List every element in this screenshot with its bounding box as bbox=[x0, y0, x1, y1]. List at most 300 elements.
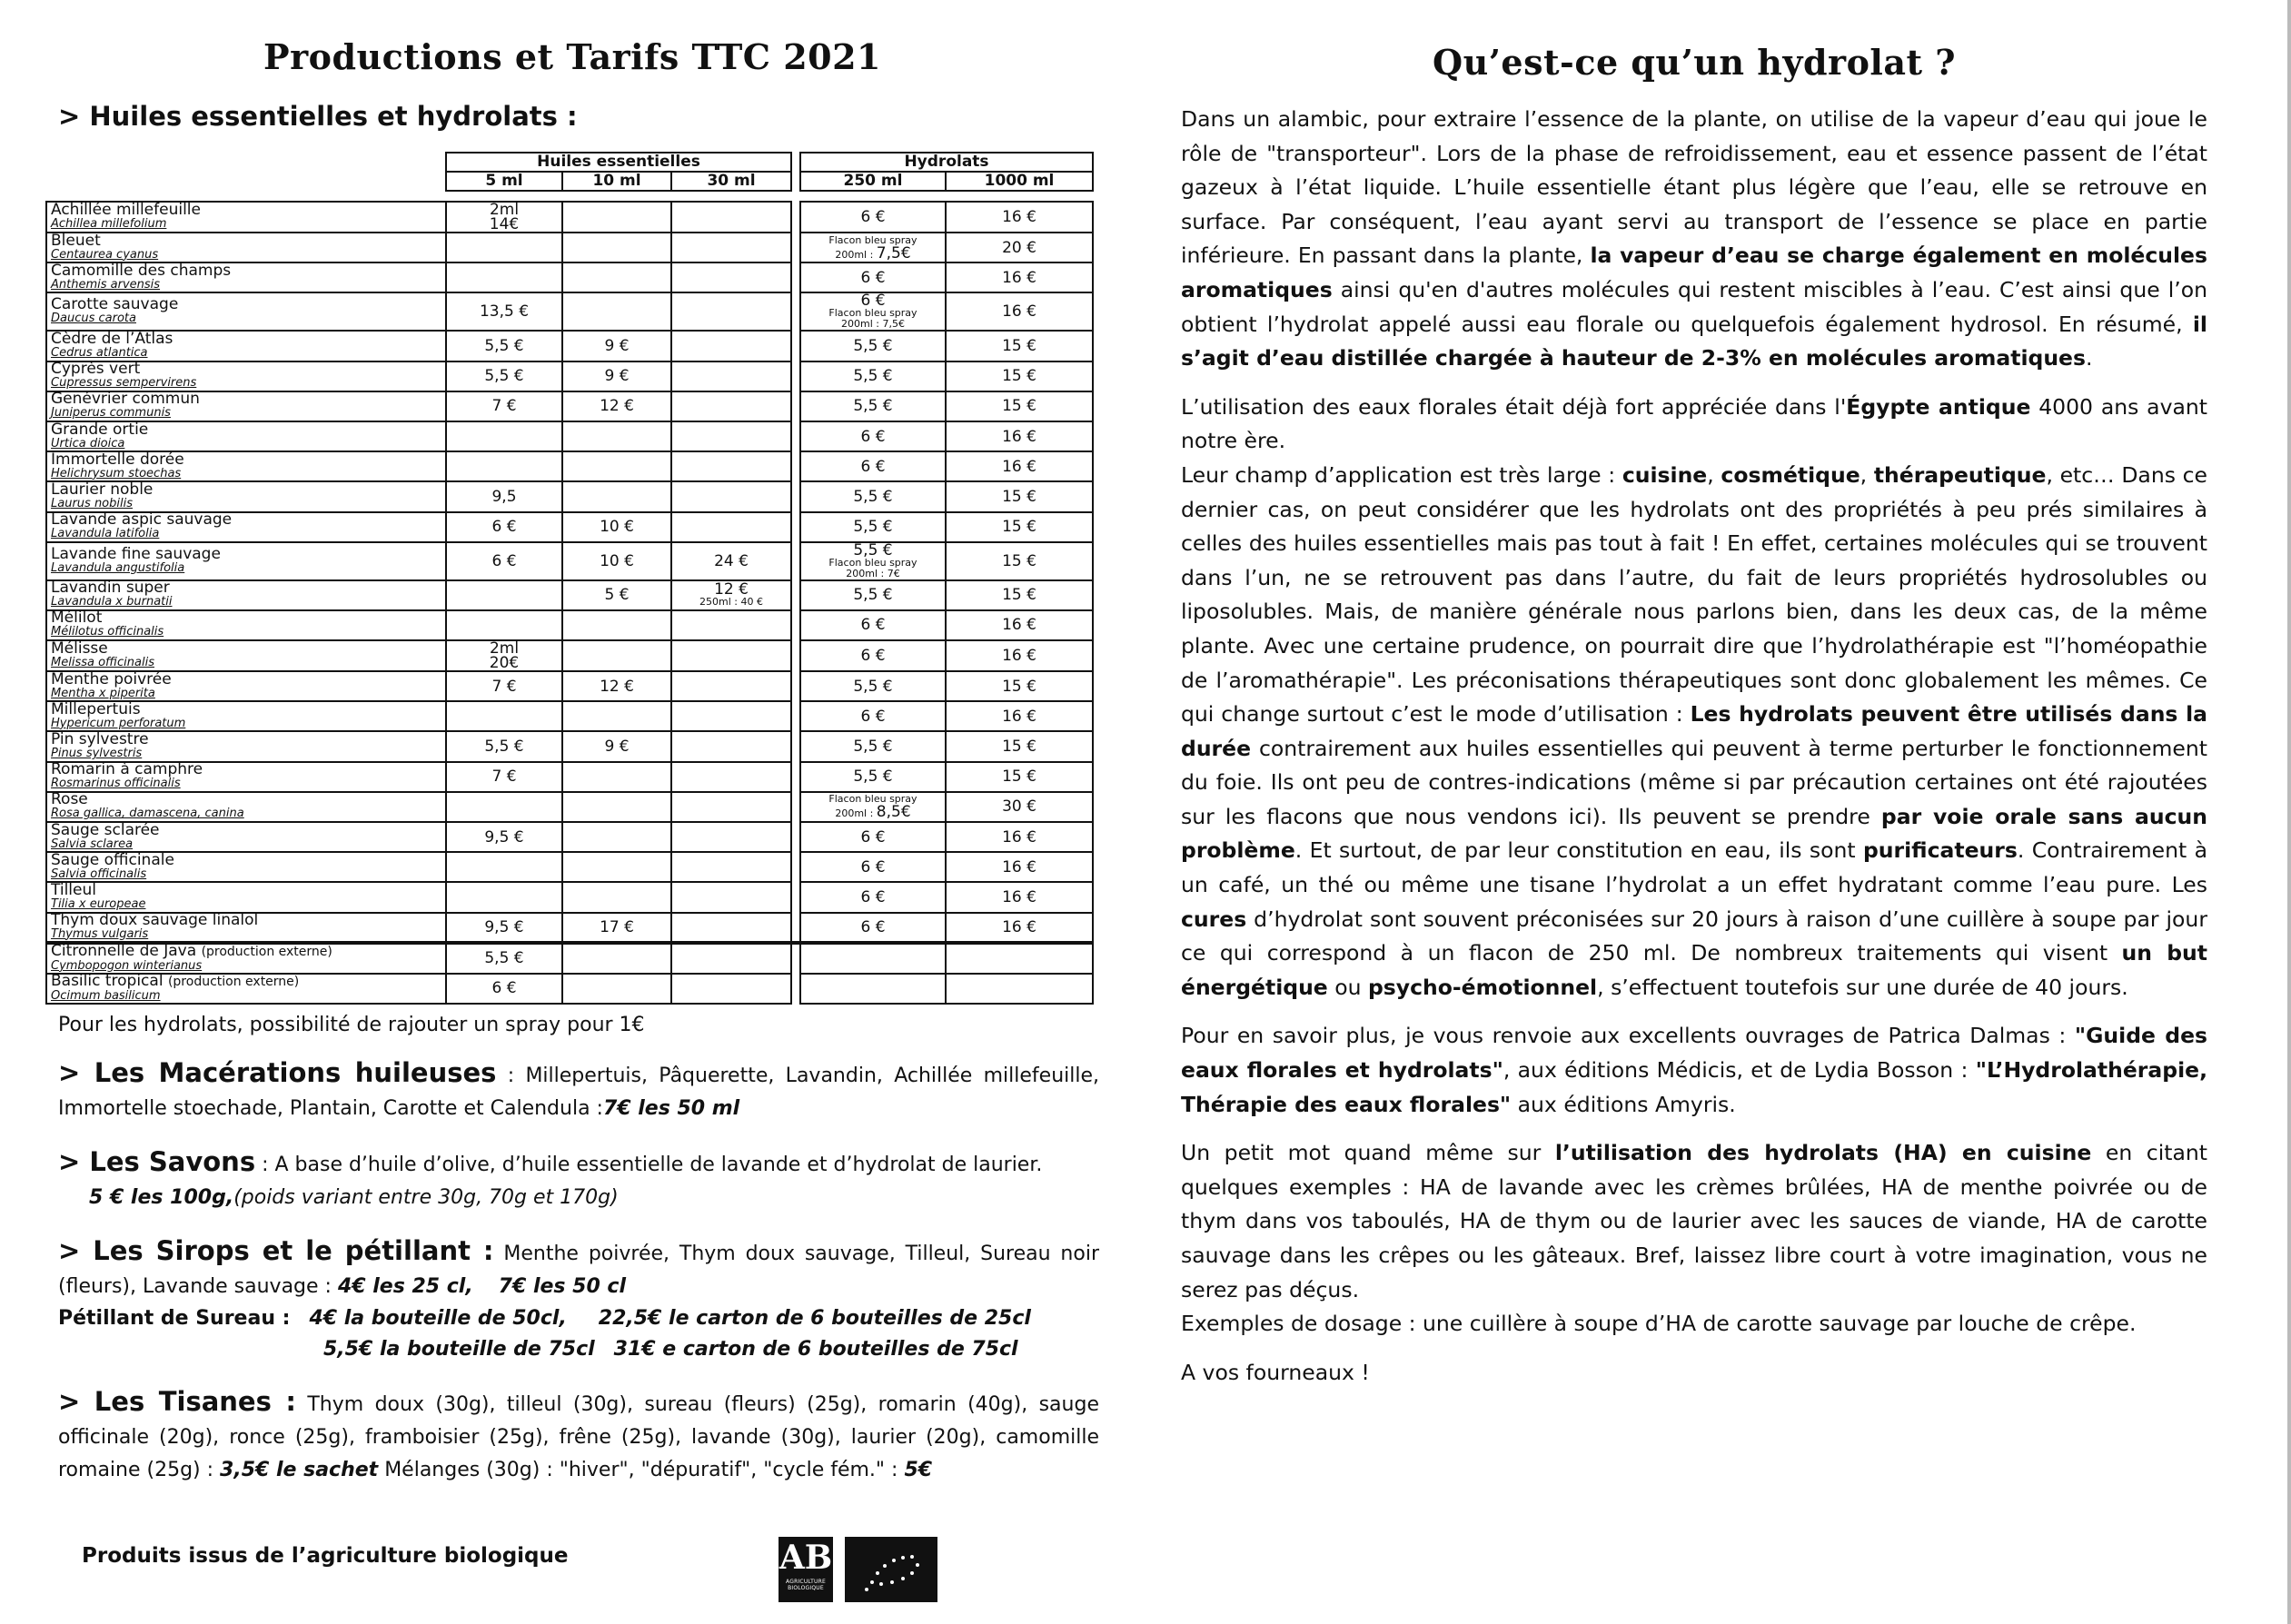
price: 15 € bbox=[1002, 518, 1036, 537]
column-gap bbox=[791, 451, 800, 481]
text: Dans un alambic, pour extraire l’essence de la plante, on utilise de la vapeur d’eau qui joue le rôle de "transporteur". Lors de la phase de refroidissement, eau et essence passent de l’état gazeux à l’état liquide. L’huile essentielle étant plus légère que l’eau, elle se retrouve en surface. Par conséquent, l’eau ayant servi au transport de l’essence se place en partie inférieure. En passant dans la plante, bbox=[1181, 106, 2207, 269]
price: 6 € bbox=[860, 457, 886, 476]
table-row bbox=[46, 913, 1093, 943]
text: , bbox=[1860, 461, 1874, 488]
oil-price-cell bbox=[562, 361, 671, 391]
tisanes-text: Thym doux (30g), tilleul (30g), sureau (fleurs) (25g), romarin (40g), sauge officinale (20g), ronce (25g), framboisier (25g), frêne (25g), lavande (30g), laurier (20g), camomille romaine (25g) : bbox=[58, 1392, 1099, 1481]
hydrolat-price-cell bbox=[946, 640, 1093, 671]
hydrolat-price-cell bbox=[800, 361, 946, 391]
column-gap bbox=[791, 233, 800, 262]
table-row bbox=[46, 640, 1093, 671]
left-page bbox=[45, 36, 1099, 1487]
hydrolat-price-cell bbox=[800, 391, 946, 421]
bold-text: cosmétique bbox=[1721, 461, 1860, 488]
latin-name: Ocimum basilicum bbox=[51, 988, 161, 1003]
product-name-cell bbox=[46, 292, 446, 331]
table-row bbox=[46, 262, 1093, 292]
latin-name: Achillea millefolium bbox=[51, 217, 167, 231]
product-name-cell bbox=[46, 233, 446, 262]
oil-price-cell bbox=[446, 262, 562, 292]
oil-price-cell bbox=[446, 913, 562, 943]
table-row bbox=[46, 701, 1093, 731]
table-row bbox=[46, 391, 1093, 421]
hydrolat-price-cell bbox=[946, 792, 1093, 822]
latin-name: Salvia sclarea bbox=[51, 837, 134, 851]
column-gap bbox=[791, 361, 800, 391]
product-name: Rose bbox=[51, 790, 88, 809]
oil-price-cell bbox=[562, 262, 671, 292]
oil-price-cell bbox=[671, 451, 791, 481]
latin-name: Mentha x piperita bbox=[51, 686, 155, 700]
price: 5,5 € bbox=[484, 336, 524, 355]
product-name: Sauge sclarée bbox=[51, 820, 160, 839]
oil-price-cell bbox=[446, 671, 562, 701]
price: 5,5 € bbox=[853, 367, 893, 386]
product-name-cell bbox=[46, 852, 446, 882]
price: 14€ bbox=[489, 215, 520, 233]
text: . Contrairement à un café, un thé ou même une tisane l’hydrolat a un effet hydratant comme l’eau pure. Les bbox=[1181, 837, 2207, 898]
sirops-text: Menthe poivrée, Thym doux sauvage, Tilleul, Sureau noir (fleurs), Lavande sauvage : bbox=[58, 1242, 1099, 1298]
product-name: Camomille des champs bbox=[51, 261, 232, 280]
price: 16 € bbox=[1002, 616, 1036, 635]
product-name-cell bbox=[46, 610, 446, 640]
price: 16 € bbox=[1002, 302, 1036, 322]
hydrolat-price-cell bbox=[800, 822, 946, 852]
hydrolat-price-cell bbox=[946, 361, 1093, 391]
product-name-cell bbox=[46, 792, 446, 822]
hydrolat-price-cell bbox=[946, 451, 1093, 481]
price: 5,5 € bbox=[853, 738, 893, 757]
price: 16 € bbox=[1002, 917, 1036, 936]
oil-price-cell bbox=[562, 233, 671, 262]
hydrolat-price-cell bbox=[800, 762, 946, 792]
oil-price-cell bbox=[671, 762, 791, 792]
oil-price-cell bbox=[671, 731, 791, 761]
column-gap bbox=[791, 580, 800, 610]
oil-price-cell bbox=[671, 974, 791, 1004]
oil-price-cell bbox=[562, 882, 671, 912]
oil-price-cell bbox=[446, 233, 562, 262]
price: 13,5 € bbox=[479, 302, 530, 322]
price: 16 € bbox=[1002, 208, 1036, 226]
hydrolat-price-cell bbox=[800, 481, 946, 511]
price: 9 € bbox=[604, 367, 630, 386]
product-name-cell bbox=[46, 580, 446, 610]
hydrolat-price-cell bbox=[946, 822, 1093, 852]
text: 4000 ans avant notre ère. bbox=[1181, 393, 2207, 454]
column-gap bbox=[791, 974, 800, 1004]
price: 5,5 € bbox=[484, 738, 524, 757]
latin-name: Lavandula x burnatii bbox=[51, 595, 173, 609]
product-name-cell bbox=[46, 943, 446, 974]
oil-price-cell bbox=[562, 512, 671, 542]
ab-logo-text: AGRICULTURE BIOLOGIQUE bbox=[786, 1579, 826, 1591]
table-row bbox=[46, 792, 1093, 822]
price: 16 € bbox=[1002, 268, 1036, 287]
hydrolat-price-cell bbox=[800, 331, 946, 361]
text: aux éditions Amyris. bbox=[1511, 1091, 1736, 1117]
table-row bbox=[46, 292, 1093, 331]
hydrolat-price-cell bbox=[800, 262, 946, 292]
text: contrairement aux huiles essentielles qui peuvent à terme perturber le fonctionnement du foie. Ils ont peu de contres-indications (même si par précaution certaines ont été rajoutées sur les flacons que nous vendons ici). Ils peuvent se prendre bbox=[1181, 735, 2207, 829]
hydrolat-price-cell bbox=[800, 640, 946, 671]
page-title: Productions et Tarifs TTC 2021 bbox=[263, 36, 881, 77]
oil-price-cell bbox=[671, 481, 791, 511]
bold-text: la vapeur d’eau se charge également en molécules aromatiques bbox=[1181, 243, 2207, 302]
price: 12 € bbox=[600, 397, 634, 416]
hydrolat-price-cell bbox=[946, 542, 1093, 580]
bold-text: cures bbox=[1181, 906, 1247, 932]
product-name: Thym doux sauvage linalol bbox=[51, 910, 259, 929]
oil-price-cell bbox=[446, 701, 562, 731]
hydrolat-price-cell bbox=[946, 852, 1093, 882]
oil-price-cell bbox=[671, 822, 791, 852]
text: Leur champ d’application est très large : bbox=[1181, 461, 1622, 488]
oil-price-cell bbox=[671, 882, 791, 912]
oil-price-cell bbox=[671, 292, 791, 331]
price: 7,5€ bbox=[876, 243, 911, 262]
hydrolat-price-cell bbox=[946, 671, 1093, 701]
table-row bbox=[46, 852, 1093, 882]
product-name: Basilic tropical (production externe) bbox=[51, 971, 300, 990]
text: . Et surtout, de par leur constitution en eau, ils sont bbox=[1294, 837, 1863, 864]
latin-name: Mélilotus officinalis bbox=[51, 625, 164, 639]
organic-note: Produits issus de l’agriculture biologique bbox=[82, 1544, 569, 1568]
price: 15 € bbox=[1002, 367, 1036, 386]
product-name: Lavande fine sauvage bbox=[51, 544, 221, 563]
bold-text: thérapeutique bbox=[1873, 461, 2047, 488]
bold-text: Égypte antique bbox=[1846, 393, 2031, 420]
latin-name: Juniperus communis bbox=[51, 406, 171, 421]
ab-logo bbox=[779, 1537, 833, 1602]
spray-note: Flacon bleu spray bbox=[828, 556, 917, 569]
petillant-price-3: 5,5€ la bouteille de 75cl bbox=[323, 1337, 595, 1361]
bold-text: il s’agit d’eau distillée chargée à hauteur de 2-3% en molécules aromatiques bbox=[1181, 311, 2207, 371]
price: 5,5 € bbox=[853, 767, 893, 787]
oil-price-cell bbox=[562, 731, 671, 761]
price: 6 € bbox=[860, 917, 886, 936]
product-name-cell bbox=[46, 331, 446, 361]
price: 15 € bbox=[1002, 487, 1036, 506]
oil-price-cell bbox=[562, 331, 671, 361]
text: d’hydrolat sont souvent préconisées sur 20 jours à raison d’une cuillère à soupe par jour ce qui correspond à un flacon de 250 ml. De nombreux traitements qui visent bbox=[1181, 906, 2207, 966]
col-header: 30 ml bbox=[671, 172, 791, 191]
oil-price-cell bbox=[671, 233, 791, 262]
product-name-cell bbox=[46, 640, 446, 671]
price: 7 € bbox=[491, 677, 517, 696]
oil-price-cell bbox=[671, 262, 791, 292]
price: 16 € bbox=[1002, 457, 1036, 476]
hydrolat-price-cell bbox=[946, 233, 1093, 262]
latin-name: Cedrus atlantica bbox=[51, 345, 148, 360]
eu-leaf-icon bbox=[845, 1537, 937, 1602]
oil-price-cell bbox=[562, 610, 671, 640]
oil-price-cell bbox=[671, 792, 791, 822]
product-name: Romarin à camphre bbox=[51, 760, 203, 779]
macerations-block bbox=[58, 1056, 1099, 1125]
bold-text: "Guide des eaux florales et hydrolats" bbox=[1181, 1023, 2207, 1084]
hydrolat-price-cell bbox=[946, 262, 1093, 292]
sirops-heading: > Les Sirops et le pétillant : bbox=[58, 1234, 494, 1266]
oil-price-cell bbox=[446, 822, 562, 852]
oil-price-cell bbox=[446, 610, 562, 640]
price: 10 € bbox=[600, 518, 634, 537]
oil-price-cell bbox=[671, 421, 791, 451]
price: 6 € bbox=[860, 707, 886, 726]
table-row bbox=[46, 580, 1093, 610]
price: 5,5 € bbox=[484, 367, 524, 386]
oil-price-cell bbox=[446, 481, 562, 511]
price: 6 € bbox=[860, 427, 886, 446]
product-name: Mélisse bbox=[51, 639, 108, 659]
sirops-block bbox=[58, 1234, 1099, 1365]
product-name: Citronnelle de Java (production externe) bbox=[51, 941, 332, 960]
oil-price-cell bbox=[446, 882, 562, 912]
oil-price-cell bbox=[671, 913, 791, 943]
oil-price-cell bbox=[562, 202, 671, 233]
petillant-label: Pétillant de Sureau : bbox=[58, 1306, 291, 1330]
oil-price-cell bbox=[671, 512, 791, 542]
table-row bbox=[46, 233, 1093, 262]
price: 15 € bbox=[1002, 677, 1036, 696]
oil-price-cell bbox=[446, 451, 562, 481]
price: 15 € bbox=[1002, 397, 1036, 416]
oil-price-cell bbox=[446, 943, 562, 974]
price: 2ml bbox=[489, 201, 520, 219]
ab-logo-letters: AB bbox=[779, 1539, 833, 1577]
hydrolat-price-cell bbox=[800, 542, 946, 580]
tisanes-price: 3,5€ le sachet bbox=[220, 1458, 379, 1481]
product-name: Menthe poivrée bbox=[51, 669, 172, 688]
col-header: 5 ml bbox=[446, 172, 562, 191]
oil-price-cell bbox=[446, 331, 562, 361]
hydrolat-price-cell bbox=[800, 202, 946, 233]
latin-name: Thymus vulgaris bbox=[51, 926, 149, 941]
column-gap bbox=[791, 882, 800, 912]
table-row bbox=[46, 882, 1093, 912]
latin-name: Lavandula angustifolia bbox=[51, 560, 185, 575]
oil-price-cell bbox=[671, 943, 791, 974]
price: 5,5 € bbox=[853, 540, 893, 559]
oil-price-cell bbox=[562, 292, 671, 331]
oil-price-cell bbox=[671, 331, 791, 361]
hydrolat-price-cell bbox=[800, 580, 946, 610]
text: . bbox=[2086, 345, 2093, 371]
petillant-price-2: 22,5€ le carton de 6 bouteilles de 25cl bbox=[598, 1306, 1031, 1330]
bold-text: Les hydrolats peuvent être utilisés dans la durée bbox=[1181, 701, 2207, 761]
column-gap bbox=[791, 640, 800, 671]
oil-price-cell bbox=[562, 943, 671, 974]
product-name: Lavandin super bbox=[51, 579, 170, 598]
price: 17 € bbox=[600, 917, 634, 936]
column-gap bbox=[791, 331, 800, 361]
text: ainsi qu'en d'autres molécules qui restent miscibles à l’eau. C’est ainsi que l’on obtient l’hydrolat appelé aussi eau florale ou quelquefois également hydrosol. En résumé, bbox=[1181, 276, 2207, 337]
product-name: Carotte sauvage bbox=[51, 295, 179, 314]
product-name-cell bbox=[46, 701, 446, 731]
latin-name: Lavandula latifolia bbox=[51, 527, 160, 541]
price: 5,5 € bbox=[853, 397, 893, 416]
product-name-cell bbox=[46, 671, 446, 701]
hydrolat-price-cell bbox=[946, 331, 1093, 361]
product-name-cell bbox=[46, 421, 446, 451]
page-edge bbox=[2287, 0, 2291, 1624]
table-row bbox=[46, 974, 1093, 1004]
column-gap bbox=[791, 792, 800, 822]
tisanes-block bbox=[58, 1385, 1099, 1487]
price: 15 € bbox=[1002, 586, 1036, 605]
oil-price-cell bbox=[446, 640, 562, 671]
paragraph-7: A vos fourneaux ! bbox=[1181, 1359, 1370, 1385]
oil-price-cell bbox=[562, 391, 671, 421]
hydrolat-price-cell bbox=[946, 762, 1093, 792]
oil-price-cell bbox=[562, 822, 671, 852]
price: 6 € bbox=[860, 208, 886, 226]
hydrolat-price-cell bbox=[800, 943, 946, 974]
right-page bbox=[1181, 36, 2207, 1390]
bold-text: cuisine bbox=[1622, 461, 1708, 488]
oil-price-cell bbox=[671, 542, 791, 580]
price: 6 € bbox=[860, 292, 886, 311]
latin-name: Melissa officinalis bbox=[51, 656, 154, 670]
price: 9 € bbox=[604, 336, 630, 355]
hydrolat-price-cell bbox=[800, 882, 946, 912]
col-header: 10 ml bbox=[562, 172, 671, 191]
table-row bbox=[46, 451, 1093, 481]
latin-name: Cupressus sempervirens bbox=[51, 376, 197, 391]
price: 20 € bbox=[1002, 238, 1036, 257]
oil-price-cell bbox=[562, 421, 671, 451]
price: 5,5 € bbox=[484, 949, 524, 968]
hydrolat-price-cell bbox=[946, 512, 1093, 542]
oil-price-cell bbox=[562, 852, 671, 882]
oil-price-cell bbox=[446, 421, 562, 451]
oil-price-cell bbox=[446, 762, 562, 792]
text: , bbox=[1707, 461, 1721, 488]
price: 6 € bbox=[860, 268, 886, 287]
table-row bbox=[46, 421, 1093, 451]
text: , s’effectuent toutefois sur une durée de 40 jours. bbox=[1597, 974, 2128, 1000]
bold-text: psycho-émotionnel bbox=[1367, 974, 1598, 1000]
column-gap bbox=[791, 701, 800, 731]
external-note: (production externe) bbox=[167, 974, 300, 989]
spray-note: Flacon bleu spray bbox=[828, 793, 917, 806]
tisanes-heading: > Les Tisanes : bbox=[58, 1385, 296, 1417]
product-name-cell bbox=[46, 762, 446, 792]
paragraph-5 bbox=[1181, 1136, 2207, 1342]
price: 5,5 € bbox=[853, 677, 893, 696]
hydrolat-price-cell bbox=[946, 391, 1093, 421]
column-gap bbox=[791, 822, 800, 852]
text: Un petit mot quand même sur bbox=[1181, 1140, 1555, 1166]
price-table-body bbox=[46, 202, 1093, 1004]
oil-price-cell bbox=[562, 640, 671, 671]
savons-block bbox=[58, 1145, 1099, 1214]
latin-name: Anthemis arvensis bbox=[51, 277, 161, 292]
header-hydrolats: Hydrolats bbox=[800, 153, 1093, 172]
text: Exemples de dosage : une cuillère à soupe d’HA de carotte sauvage par louche de crêpe. bbox=[1181, 1311, 2137, 1337]
macerations-heading: > Les Macérations huileuses bbox=[58, 1056, 497, 1088]
price: 12 € bbox=[714, 580, 749, 599]
oil-price-cell bbox=[671, 202, 791, 233]
latin-name: Tilia x europeae bbox=[51, 896, 146, 911]
price: 6 € bbox=[491, 551, 517, 570]
hydrolat-price-cell bbox=[800, 701, 946, 731]
spray-note: Flacon bleu spray bbox=[828, 307, 917, 320]
price: 15 € bbox=[1002, 336, 1036, 355]
price: 15 € bbox=[1002, 738, 1036, 757]
hydrolat-price-cell bbox=[800, 671, 946, 701]
price: 9,5 bbox=[491, 487, 517, 506]
oil-price-cell bbox=[671, 852, 791, 882]
price: 16 € bbox=[1002, 707, 1036, 726]
oil-price-cell bbox=[446, 852, 562, 882]
hydrolat-price-cell bbox=[946, 913, 1093, 943]
product-name: Tilleul bbox=[51, 880, 96, 899]
oil-price-cell bbox=[446, 580, 562, 610]
table-row bbox=[46, 361, 1093, 391]
oil-price-cell bbox=[446, 792, 562, 822]
petillant-price-1: 4€ la bouteille de 50cl, bbox=[309, 1306, 567, 1330]
price: 12 € bbox=[600, 677, 634, 696]
oil-price-cell bbox=[446, 512, 562, 542]
table-row bbox=[46, 542, 1093, 580]
sirops-price-50: 7€ les 50 cl bbox=[498, 1274, 627, 1298]
column-gap bbox=[791, 542, 800, 580]
price-table bbox=[45, 152, 1094, 1005]
oil-price-cell bbox=[562, 671, 671, 701]
oil-price-cell bbox=[446, 731, 562, 761]
oil-price-cell bbox=[446, 202, 562, 233]
hydrolat-price-cell bbox=[800, 913, 946, 943]
header-essential-oils: Huiles essentielles bbox=[446, 153, 791, 172]
table-row bbox=[46, 731, 1093, 761]
product-name-cell bbox=[46, 882, 446, 912]
hydrolat-price-cell bbox=[800, 512, 946, 542]
table-row bbox=[46, 610, 1093, 640]
savons-price: 5 € les 100g, bbox=[89, 1185, 234, 1209]
latin-name: Rosa gallica, damascena, canina bbox=[51, 807, 244, 821]
savons-price-note: (poids variant entre 30g, 70g et 170g) bbox=[233, 1185, 619, 1209]
product-name-cell bbox=[46, 910, 446, 943]
bold-text: "L’Hydrolathérapie, Thérapie des eaux florales" bbox=[1181, 1057, 2207, 1117]
oil-price-cell bbox=[446, 391, 562, 421]
hydrolat-price-cell bbox=[946, 943, 1093, 974]
oil-price-cell bbox=[446, 974, 562, 1004]
latin-name: Hypericum perforatum bbox=[51, 716, 186, 730]
product-name: Laurier noble bbox=[51, 480, 154, 499]
column-gap bbox=[791, 671, 800, 701]
product-name: Millepertuis bbox=[51, 699, 141, 718]
oil-price-cell bbox=[562, 481, 671, 511]
sirops-price-25: 4€ les 25 cl, bbox=[337, 1274, 473, 1298]
oil-price-cell bbox=[562, 451, 671, 481]
hydrolat-price-cell bbox=[946, 701, 1093, 731]
hydrolat-price-cell bbox=[800, 974, 946, 1004]
oil-price-cell bbox=[562, 974, 671, 1004]
price: 6 € bbox=[860, 616, 886, 635]
table-row bbox=[46, 331, 1093, 361]
price: 20€ bbox=[489, 654, 520, 673]
price: 16 € bbox=[1002, 427, 1036, 446]
product-name-cell bbox=[46, 451, 446, 481]
oil-price-cell bbox=[446, 542, 562, 580]
price: 16 € bbox=[1002, 857, 1036, 876]
product-name-cell bbox=[46, 481, 446, 511]
oil-price-cell bbox=[562, 701, 671, 731]
price: 30 € bbox=[1002, 797, 1036, 817]
spray-price: 200ml : 7,5€ bbox=[841, 318, 905, 331]
column-gap bbox=[791, 943, 800, 974]
